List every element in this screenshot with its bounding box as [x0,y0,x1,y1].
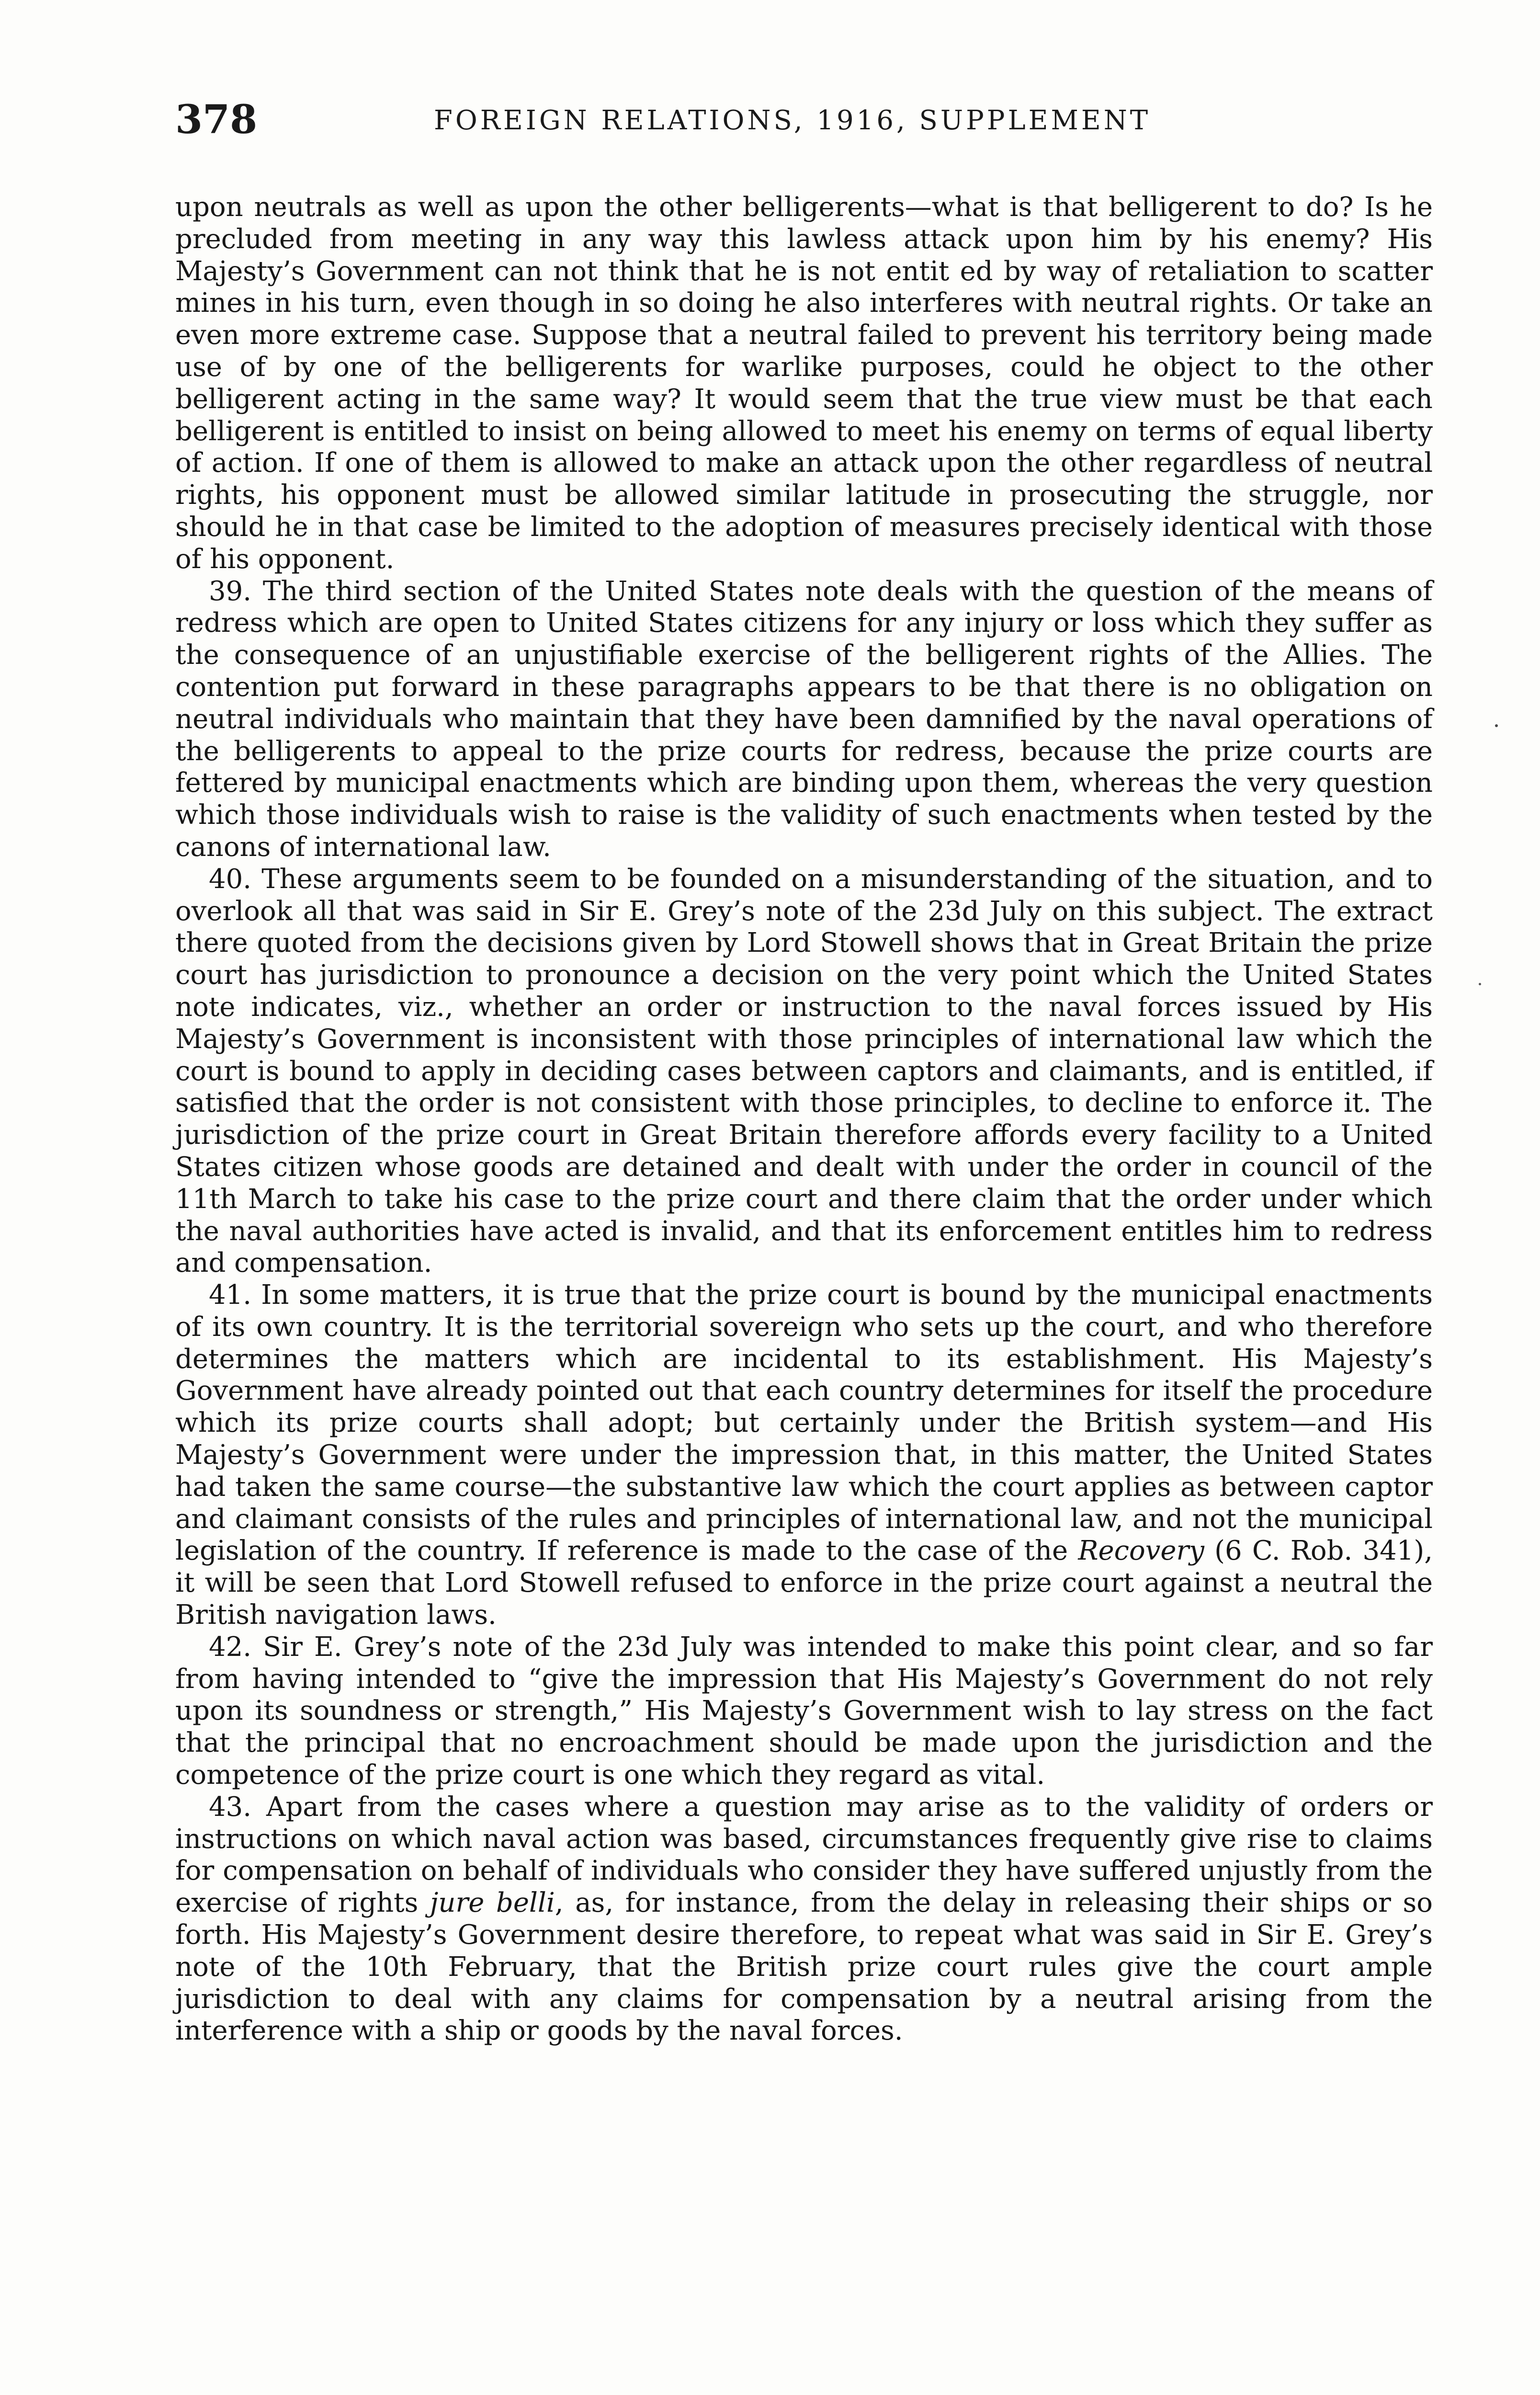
scan-speck [1495,724,1498,727]
paragraph-43 [175,1791,1433,2047]
page-number: 378 [175,97,258,143]
paragraph-39: 39. The third section of the United States note deals with the question of the means of redress which are open to United States citizens for any injury or loss which they suffer as the consequence of an unjustifiable exercise of the belligerent rights of the Allies. The contention put forward in these paragraphs appears to be that there is no obligation on neutral individuals who maintain that they have been damnified by the naval operations of the belligerents to appeal to the prize courts for redress, because the prize courts are fettered by municipal enactments which are binding upon them, whereas the very question which those individuals wish to raise is the validity of such enactments when tested by the canons of international law. [175,575,1433,863]
paragraph-43-text-before: 43. Apart from the cases where a question may arise as to the validity of orders or instructions on which naval action was based, circumstances frequently give rise to claims for compensation on behalf of individuals who consider they have suffered unjustly from the exercise of rights [175,1791,1433,1919]
body-text [175,192,1433,2299]
case-name-recovery: Recovery [1078,1535,1204,1567]
paragraph-continued: upon neutrals as well as upon the other belligerents—what is that belligerent to do? Is he precluded from meeting in any way this lawless attack upon him by his enemy? His Majesty’s Government can not think that he is not entit ed by way of retaliation to scatter mines in his turn, even though in so doing he also interferes with neutral rights. Or take an even more extreme case. Suppose that a neutral failed to prevent his territory being made use of by one of the belligerents for warlike purposes, could he object to the other belligerent acting in the same way? It would seem that the true view must be that each belligerent is entitled to insist on being allowed to meet his enemy on terms of equal liberty of action. If one of them is allowed to make an attack upon the other regardless of neutral rights, his opponent must be allowed similar latitude in prosecuting the struggle, nor should he in that case be limited to the adoption of measures precisely identical with those of his opponent. [175,192,1433,575]
paragraph-41-text-after: (6 C. Rob. 341), it will be seen that Lord Stowell refused to enforce in the prize court against a neutral the British navigation laws. [175,1535,1433,1631]
latin-term-jure-belli: jure belli [430,1887,555,1919]
paragraph-43-text-after: , as, for instance, from the delay in releasing their ships or so forth. His Majesty’s Government desire therefore, to repeat what was said in Sir E. Grey’s note of the 10th February, that the British prize court rules give the court ample jurisdiction to deal with any claims for compensation by a neutral arising from the interference with a ship or goods by the naval forces. [175,1887,1433,2047]
scan-speck [1479,983,1481,985]
paragraph-41 [175,1279,1433,1631]
page-header [175,96,1433,148]
paragraph-40: 40. These arguments seem to be founded on a misunderstanding of the situation, and to overlook all that was said in Sir E. Grey’s note of the 23d July on this subject. The extract there quoted from the decisions given by Lord Stowell shows that in Great Britain the prize court has jurisdiction to pronounce a decision on the very point which the United States note indicates, viz., whether an order or instruction to the naval forces issued by His Majesty’s Government is inconsistent with those principles of international law which the court is bound to apply in deciding cases between captors and claimants, and is entitled, if satisfied that the order is not consistent with those principles, to decline to enforce it. The jurisdiction of the prize court in Great Britain therefore affords every facility to a United States citizen whose goods are detained and dealt with under the order in council of the 11th March to take his case to the prize court and there claim that the order under which the naval authorities have acted is invalid, and that its enforcement entitles him to redress and compensation. [175,863,1433,1279]
paragraph-41-text-before: 41. In some matters, it is true that the prize court is bound by the municipal enactments of its own country. It is the territorial sovereign who sets up the court, and who therefore determines the matters which are incidental to its establishment. His Majesty’s Government have already pointed out that each country determines for itself the procedure which its prize courts shall adopt; but certainly under the British system—and His Majesty’s Government were under the impression that, in this matter, the United States had taken the same course—the substantive law which the court applies as between captor and claimant consists of the rules and principles of international law, and not the municipal legislation of the country. If reference is made to the case of the [175,1279,1433,1567]
running-title: FOREIGN RELATIONS, 1916, SUPPLEMENT [434,105,1151,136]
paragraph-42: 42. Sir E. Grey’s note of the 23d July was intended to make this point clear, and so far from having intended to “give the impression that His Majesty’s Government do not rely upon its soundness or strength,” His Majesty’s Government wish to lay stress on the fact that the principal that no encroachment should be made upon the jurisdiction and the competence of the prize court is one which they regard as vital. [175,1631,1433,1791]
